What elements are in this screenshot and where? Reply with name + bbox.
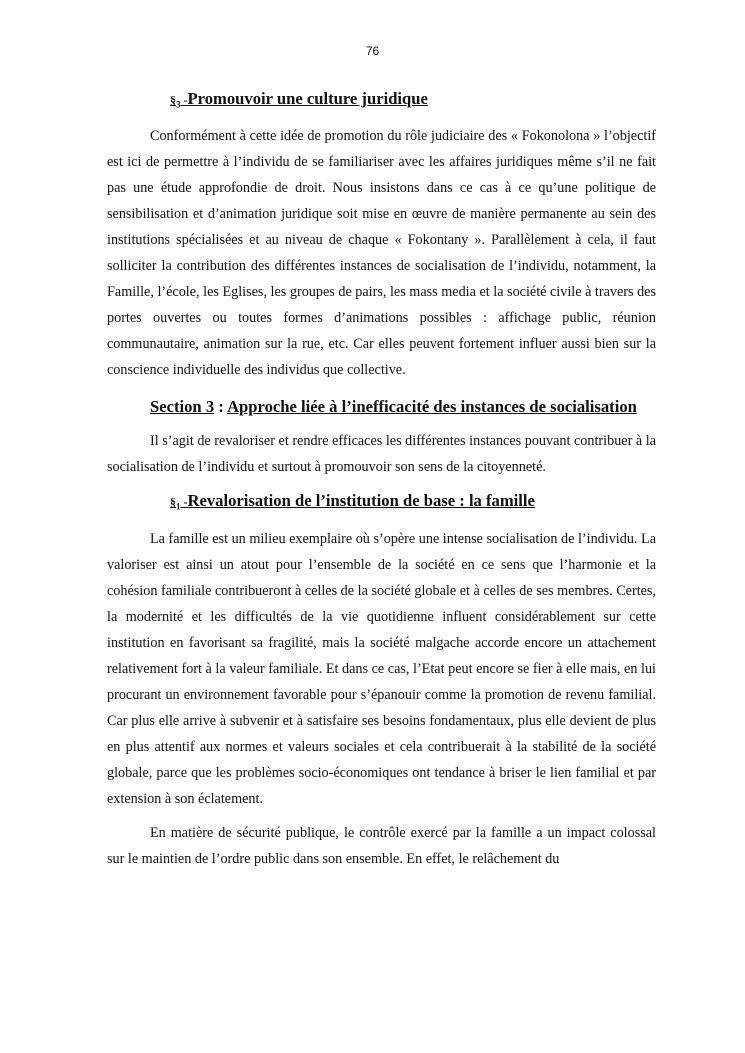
section-symbol: $\S_1$: [170, 495, 181, 512]
document-body: [107, 86, 656, 878]
subsection-title: Revalorisation de l’institution de base : la famille: [187, 491, 535, 511]
subsection-title: Promouvoir une culture juridique: [187, 89, 428, 108]
paragraph-securite-publique: En matière de sécurité publique, le contrôle exercé par la famille a un impact colossal sur le maintien de l’ordre public dans son ensemble. En effet, le relâchement du: [107, 824, 656, 867]
subsection-heading-culture-juridique: $\S_3$ -Promouvoir une culture juridique: [170, 89, 428, 110]
section-symbol: $\S_3$: [170, 93, 181, 110]
subsection-heading-famille: $\S_1$ -Revalorisation de l’institution de base : la famille: [170, 491, 535, 512]
paragraph-section-3-intro: Il s’agit de revaloriser et rendre efficaces les différentes instances pouvant contribuer à la socialisation de l’individu et surtout à promouvoir son sens de la citoyenneté.: [107, 433, 656, 476]
paragraph-famille: La famille est un milieu exemplaire où s’opère une intense socialisation de l’individu. La valoriser est ainsi un atout pour l’ensemble de la société en ce sens que l’harmonie et la cohésion familiale contribueront à celles de la société globale et à celles de ses membres. Certes, la modernité et les difficultés de la vie quotidienne influent considérablement sur cette institution en favorisant sa fragilité, mais la société malgache accorde encore un attachement relativement fort à la valeur familiale. Et dans ce cas, l’Etat peut encore se fier à elle mais, en lui procurant un environnement favorable pour s’épanouir comme la promotion de revenu familial. Car plus elle arrive à subvenir et à satisfaire ses besoins fondamentaux, plus elle devient de plus en plus attentif aux normes et valeurs sociales et cela contribuerait à la stabilité de la société globale, parce que les problèmes socio-économiques ont tendance à briser le lien familial et par extension à son éclatement.: [107, 530, 656, 807]
section-heading-section-3: Section 3 : Approche liée à l’inefficacité des instances de socialisation: [150, 397, 637, 417]
section-label: Section 3: [150, 397, 215, 417]
section-title: Approche liée à l’inefficacité des instances de socialisation: [227, 397, 637, 417]
paragraph-culture-juridique: Conformément à cette idée de promotion du rôle judiciaire des « Fokonolona » l’objectif est ici de permettre à l’individu de se familiariser avec les affaires juridiques même s’il ne fait pas une étude approfondie de droit. Nous insistons dans ce cas à ce qu’une politique de sensibilisation et d’animation juridique soit mise en œuvre de manière permanente au sein des institutions spécialisées et au niveau de chaque « Fokontany ». Parallèlement à cela, il faut solliciter la contribution des différentes instances de socialisation de l’individu, notamment, la Famille, l’école, les Eglises, les groupes de pairs, les mass media et la société civile à travers des portes ouvertes ou toutes formes d’animations possibles : affichage public, réunion communautaire, animation sur la rue, etc. Car elles peuvent fortement influer aussi bien sur la conscience individuelle des individus que collective.: [107, 128, 656, 379]
page-number: 76: [365, 44, 380, 58]
